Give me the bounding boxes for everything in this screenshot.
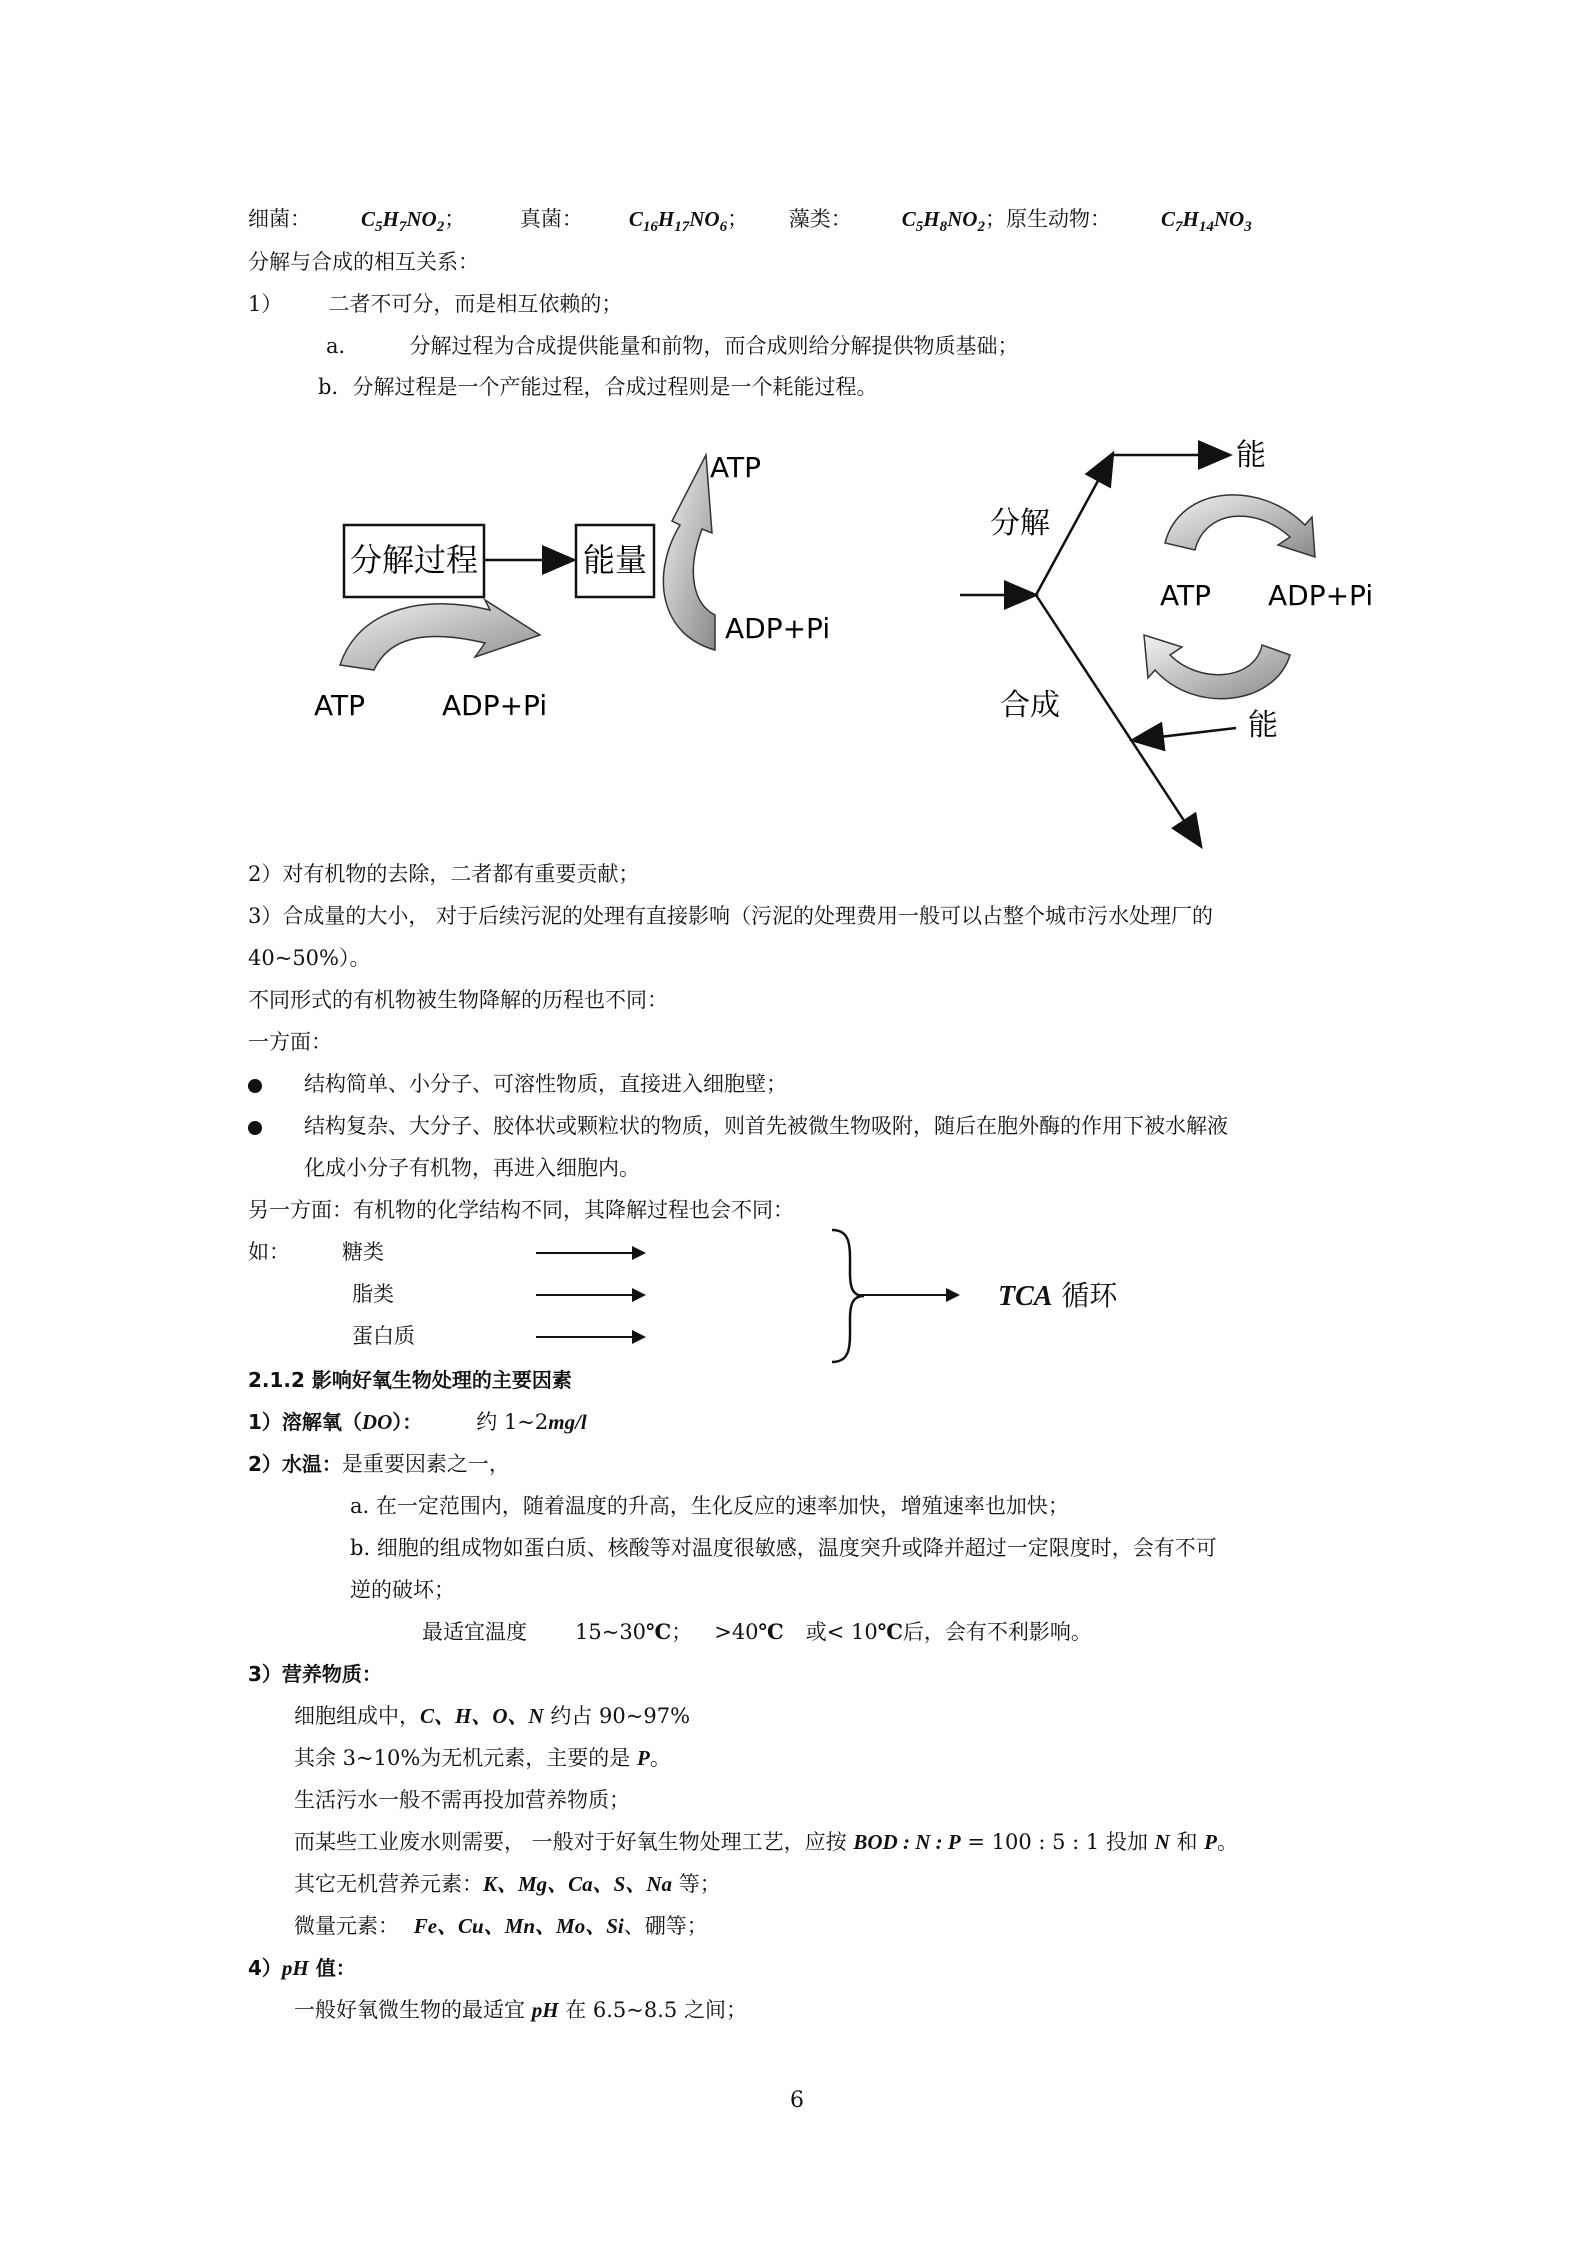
point-1a: a． 分解过程为合成提供能量和前物，而合成则给分解提供物质基础； [326,334,1019,358]
section-2-1-2: 2.1.2 影响好氧生物处理的主要因素 [248,1368,572,1392]
nutrient-1: 细胞组成中，C、H、O、N 约占 90~97% [294,1704,691,1728]
temp-b1: b. 细胞的组成物如蛋白质、核酸等对温度很敏感，温度突升或降并超过一定限度时，会有不可 [350,1536,1217,1560]
protozoa-formula: $C_7H_{14}NO_3$ [1160,207,1252,235]
temp-title-line: 2）水温：是重要因素之一， [248,1452,510,1476]
nutrient-2: 其余 3~10%为无机元素，主要的是 P。 [294,1746,671,1770]
different-forms: 不同形式的有机物被生物降解的历程也不同： [248,988,668,1012]
brace [820,1228,870,1364]
bullet-dot [248,1121,262,1135]
temp-optimal: 最适宜温度 15~30℃； >40℃ 或< 10℃后，会有不利影响。 [422,1619,1092,1644]
fungi-formula: $C_{16}H_{17}NO_6$ [628,207,728,235]
other-side: 另一方面：有机物的化学结构不同，其降解过程也会不同： [248,1198,794,1222]
bacteria-formula: $C_5H_7NO_2$ [361,207,445,235]
algae-label: 藻类： [788,207,852,231]
tca-ru: 如： [248,1240,290,1264]
tca-item-sugar: 糖类 [342,1240,384,1264]
cycle-arrow-bottom [1144,635,1290,699]
adp-mid: ADP+Pi [725,612,831,645]
ph-line: 一般好氧微生物的最适宜 pH 在 6.5~8.5 之间； [294,1998,747,2022]
curved-arrow-mid [663,455,715,650]
energy-diagram [300,425,1400,855]
branch-down [1036,595,1200,845]
point-1b: b．分解过程是一个产能过程，合成过程则是一个耗能过程。 [318,375,878,399]
arrow-lipid [536,1294,644,1296]
adp-right: ADP+Pi [1268,579,1374,612]
point-2: 2）对有机物的去除，二者都有重要贡献； [248,862,640,886]
tca-item-protein: 蛋白质 [352,1324,415,1348]
atp-right: ATP [1160,579,1211,612]
label-hecheng: 合成 [1000,688,1060,723]
nutrient-3: 生活污水一般不需再投加营养物质； [294,1788,630,1812]
label-neng-bottom: 能 [1248,708,1278,743]
arrow-sugar [536,1252,644,1254]
formula-line: 细菌： $C_5H_7NO_2$； 真菌： $C_{16}H_{17}NO_6$； 藻类： $C_5H_8NO_2$；原生动物： $C_7H_{14}NO_3$ [248,207,1252,235]
nutrient-5: 其它无机营养元素：K、Mg、Ca、S、Na 等； [294,1872,721,1896]
nutrient-4: 而某些工业废水则需要， 一般对于好氧生物处理工艺，应按 BOD : N : P = 100 : 5 : 1 投加 N 和 P。 [294,1830,1238,1854]
bullet-1: 结构简单、小分子、可溶性物质，直接进入细胞壁； [304,1072,787,1096]
energy-in-arrow [1134,728,1236,740]
bullet-2-line2: 化成小分子有机物，再进入细胞内。 [304,1156,640,1180]
bacteria-label: 细菌： [248,207,311,231]
curved-arrow-left [340,600,540,670]
adp-left: ADP+Pi [442,689,548,722]
bullet-2-line1: 结构复杂、大分子、胶体状或颗粒状的物质，则首先被微生物吸附，随后在胞外酶的作用下被水解液 [304,1114,1228,1138]
point-3-line2: 40~50%）。 [248,946,371,970]
algae-formula: $C_5H_8NO_2$ [901,207,985,235]
temp-b2: 逆的破坏； [350,1578,455,1602]
protozoa-label: 原生动物： [1005,207,1111,231]
page-number: 6 [790,2088,804,2113]
tca-target: TCA 循环 [998,1279,1118,1312]
nutrient-title: 3）营养物质： [248,1662,382,1686]
fungi-label: 真菌： [519,207,583,231]
box-energy-label: 能量 [582,541,648,579]
cycle-arrow-top [1165,495,1315,557]
relation-title: 分解与合成的相互关系： [248,250,479,274]
one-side: 一方面： [248,1030,332,1054]
point-3-line1: 3）合成量的大小， 对于后续污泥的处理有直接影响（污泥的处理费用一般可以占整个城市污水处理厂的 [248,904,1214,928]
nutrient-6: 微量元素： Fe、Cu、Mn、Mo、Si、硼等； [294,1914,708,1938]
bullet-dot [248,1079,262,1093]
arrow-to-tca [858,1294,958,1296]
atp-mid: ATP [710,451,761,484]
label-fenjie: 分解 [990,506,1050,541]
tca-item-lipid: 脂类 [352,1282,394,1306]
label-neng-top: 能 [1236,438,1266,473]
temp-a: a. 在一定范围内，随着温度的升高，生化反应的速率加快，增殖速率也加快； [350,1494,1069,1518]
do-line: 1）溶解氧（DO）： 约 1~2mg/l [248,1410,587,1434]
ph-title: 4）pH 值： [248,1956,356,1980]
point-1: 1） 二者不可分，而是相互依赖的； [248,292,623,316]
arrow-protein [536,1336,644,1338]
box-decompose-label: 分解过程 [349,541,479,579]
atp-left: ATP [314,689,365,722]
